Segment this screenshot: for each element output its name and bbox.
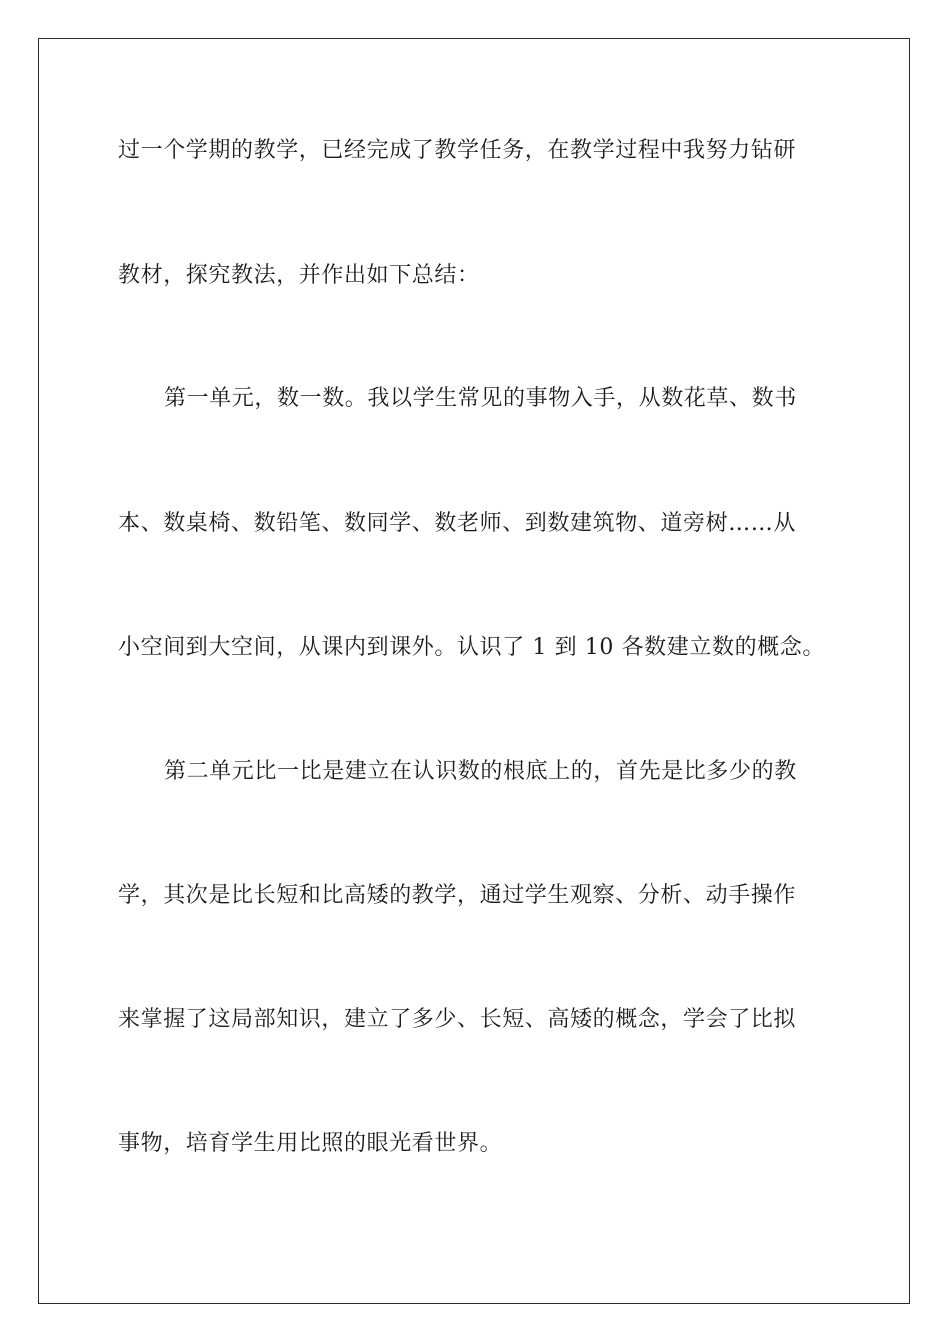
text-line: 小空间到大空间，从课内到课外。认识了 1 到 10 各数建立数的概念。 xyxy=(118,635,825,660)
text-line: 本、数桌椅、数铅笔、数同学、数老师、到数建筑物、道旁树……从 xyxy=(118,511,797,536)
text-line: 过一个学期的教学，已经完成了教学任务，在教学过程中我努力钻研 xyxy=(118,138,797,163)
text-line: 学，其次是比长短和比高矮的教学，通过学生观察、分析、动手操作 xyxy=(118,883,797,908)
page-border xyxy=(38,38,910,1304)
text-line: 来掌握了这局部知识，建立了多少、长短、高矮的概念，学会了比拟 xyxy=(118,1007,797,1032)
paragraph-start-line: 第一单元，数一数。我以学生常见的事物入手，从数花草、数书 xyxy=(164,386,797,411)
text-line: 事物，培育学生用比照的眼光看世界。 xyxy=(118,1131,503,1156)
paragraph-start-line: 第二单元比一比是建立在认识数的根底上的，首先是比多少的教 xyxy=(164,759,797,784)
text-line: 教材，探究教法，并作出如下总结： xyxy=(118,263,480,288)
